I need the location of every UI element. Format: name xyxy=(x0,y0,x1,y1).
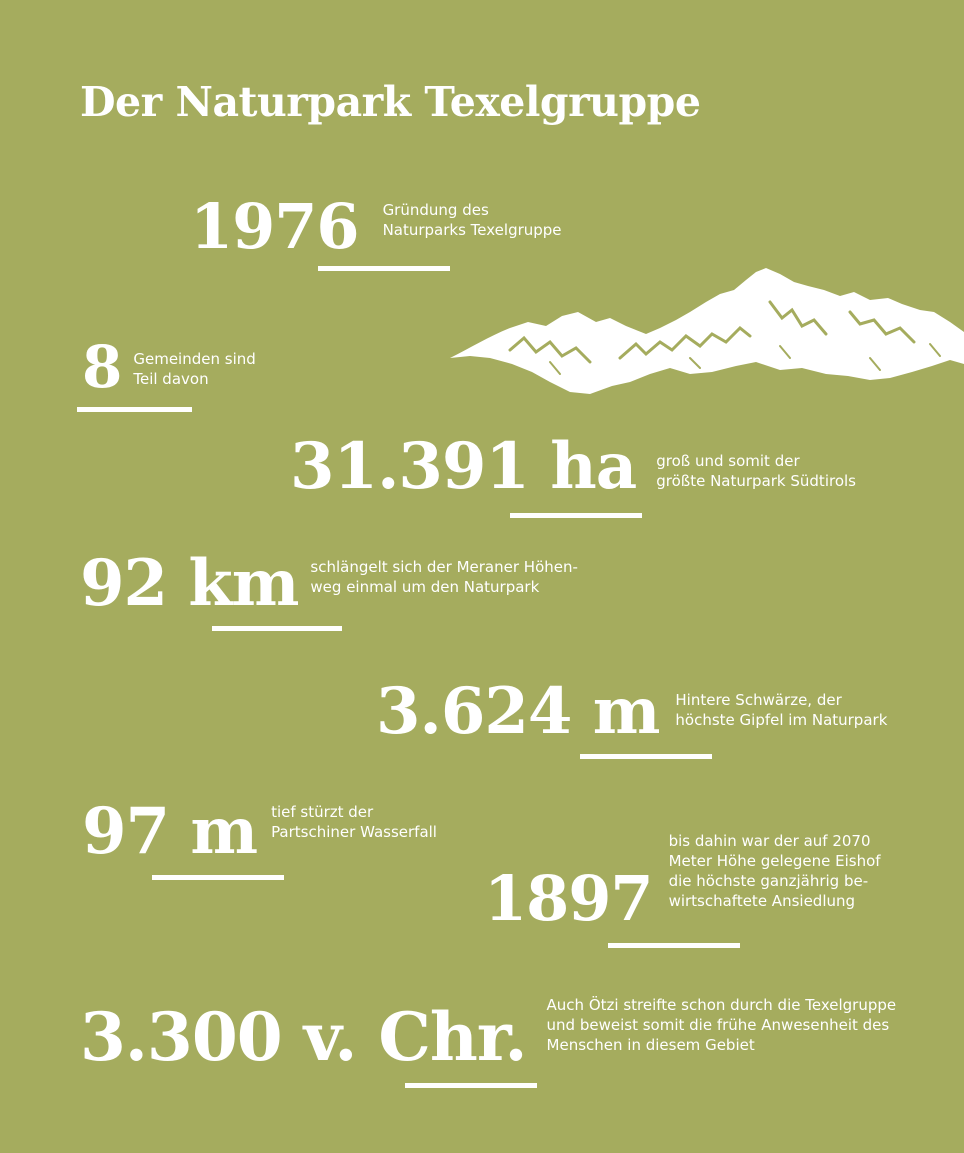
fact-value: 3.300 v. Chr. xyxy=(80,998,527,1076)
fact-value: 3.624 m xyxy=(376,674,660,749)
underline xyxy=(318,266,450,271)
fact-value: 1976 xyxy=(190,190,359,263)
fact-description: Auch Ötzi streifte schon durch die Texelgruppe und beweist somit die frühe Anwesenheit des Menschen in diesem Gebiet xyxy=(546,996,897,1054)
fact-oetzi xyxy=(80,996,897,1076)
underline xyxy=(608,943,740,948)
fact-value: 1897 xyxy=(484,862,653,935)
fact-municipalities xyxy=(82,333,256,401)
underline xyxy=(405,1083,537,1088)
fact-value: 97 m xyxy=(82,794,258,869)
fact-waterfall xyxy=(82,794,437,869)
fact-description: Gründung des Naturparks Texelgruppe xyxy=(382,201,562,239)
fact-description: bis dahin war der auf 2070 Meter Höhe gelegene Eishof die höchste ganzjährig be- wirtschaftete Ansiedlung xyxy=(668,832,881,910)
underline xyxy=(580,754,712,759)
underline xyxy=(510,513,642,518)
page-title: Der Naturpark Texelgruppe xyxy=(80,78,701,126)
fact-value: 92 km xyxy=(80,546,299,621)
fact-value: 31.391 ha xyxy=(290,429,637,504)
fact-founding xyxy=(190,190,562,263)
fact-value: 8 xyxy=(82,333,122,401)
mountain-illustration xyxy=(450,262,964,402)
fact-area xyxy=(290,429,856,504)
underline xyxy=(152,875,284,880)
fact-description: Gemeinden sind Teil davon xyxy=(133,350,256,388)
underline xyxy=(212,626,342,631)
underline xyxy=(77,407,192,412)
fact-description: Hintere Schwärze, der höchste Gipfel im Naturpark xyxy=(675,691,888,729)
fact-description: schlängelt sich der Meraner Höhen- weg einmal um den Naturpark xyxy=(310,558,578,596)
fact-highest-peak xyxy=(376,674,888,749)
fact-eishof xyxy=(484,832,881,935)
fact-description: tief stürzt der Partschiner Wasserfall xyxy=(271,803,437,841)
fact-description: groß und somit der größte Naturpark Südtirols xyxy=(656,452,856,490)
fact-trail-length xyxy=(80,546,578,621)
